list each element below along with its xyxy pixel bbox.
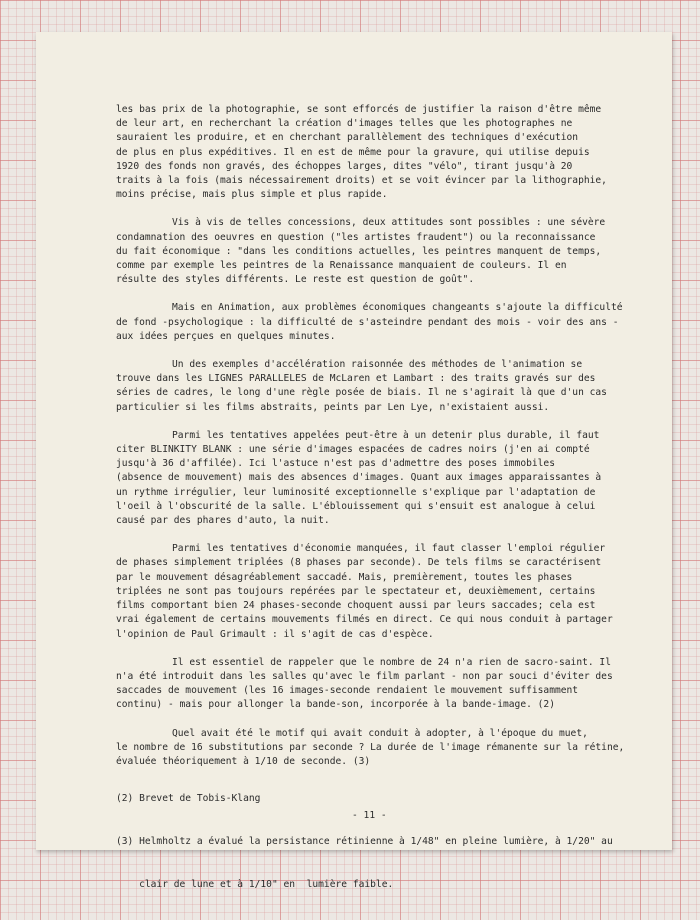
text-line: Parmi les tentatives appelées peut-être à un detenir plus durable, il faut [172,429,600,441]
text-line: saccades de mouvement (les 16 images-seconde rendaient le mouvement suffisamment [116,685,579,697]
text-line: Il est essentiel de rappeler que le nombre de 24 n'a rien de sacro-saint. Il [172,656,611,668]
text-line: 1920 des fonds non gravés, des échoppes larges, dites "vélo", tirant jusqu'à 20 [116,160,573,172]
text-line: le nombre de 16 substitutions par seconde ? La durée de l'image rémanente sur la rétine, [116,741,625,753]
text-line: par le mouvement désagréablement saccadé. Mais, premièrement, toutes les phases [116,571,573,583]
text-line: séries de cadres, le long d'une règle posée de biais. Il ne s'agirait là que d'un cas [116,387,607,399]
paragraph-2 [116,216,650,287]
text-line: citer BLINKITY BLANK : une série d'images espacées de cadres noirs (j'en ai compté [116,444,590,456]
text-line: résulte des styles différents. Le reste est question de goût". [116,274,475,286]
text-line: moins précise, mais plus simple et plus rapide. [116,189,388,201]
text-line: un rythme irrégulier, leur luminosité exceptionnelle s'explique par l'adaptation de [116,486,596,498]
text-line: trouve dans les LIGNES PARALLELES de McLaren et Lambart : des traits gravés sur des [116,373,596,385]
text-line: jusqu'à 36 d'affilée). Ici l'astuce n'est pas d'admettre des poses immobiles [116,458,555,470]
footnote: clair de lune et à 1/10" en lumière faible. [116,878,394,890]
page-number: - 11 - [352,810,387,821]
text-line: triplées ne sont pas toujours repérées par le spectateur et, deuxièmement, certains [116,585,596,597]
text-line: continu) - mais pour allonger la bande-son, incorporée à la bande-image. (2) [116,699,555,711]
text-line: (absence de mouvement) mais des absences d'images. Quant aux images apparaissantes à [116,472,602,484]
text-line: de phases simplement triplées (8 phases par seconde). De tels films se caractérisent [116,557,602,569]
text-line: films comportant bien 24 phases-seconde choquent aussi par leurs saccades; cela est [116,600,596,612]
text-line: de leur art, en recherchant la création d'images telles que les photographes ne [116,118,573,130]
text-line: évaluée théoriquement à 1/10 de seconde. (3) [116,755,371,767]
text-line: du fait économique : "dans les conditions actuelles, les peintres manquent de temps, [116,245,602,257]
paragraph-5 [116,429,650,528]
text-line: comme par exemple les peintres de la Renaissance manquaient de couleurs. Il en [116,260,567,272]
text-line: causé par des phares d'auto, la nuit. [116,515,330,527]
text-line: aux idées perçues en quelques minutes. [116,330,336,342]
footnote: (3) Helmholtz a évalué la persistance rétinienne à 1/48" en pleine lumière, à 1/20" au [116,836,613,848]
text-line: Un des exemples d'accélération raisonnée des méthodes de l'animation se [172,359,583,371]
paragraph-1 [116,103,650,202]
text-line: les bas prix de la photographie, se sont efforcés de justifier la raison d'être même [116,104,602,115]
footnotes [116,764,613,920]
text-line: sauraient les produire, et en cherchant parallèlement des techniques d'exécution [116,132,579,144]
text-line: Mais en Animation, aux problèmes économiques changeants s'ajoute la difficulté [172,302,623,314]
text-line: Vis à vis de telles concessions, deux attitudes sont possibles : une sévère [172,217,606,229]
footnote: (2) Brevet de Tobis-Klang [116,793,261,805]
text-line: particulier si les films abstraits, peints par Len Lye, n'existaient aussi. [116,401,550,413]
text-line: traits à la fois (mais nécessairement droits) et se voit évincer par la lithographie, [116,175,607,187]
paragraph-8 [116,727,650,770]
text-line: n'a été introduit dans les salles qu'avec le film parlant - non par souci d'éviter des [116,670,613,682]
text-line: Quel avait été le motif qui avait conduit à adopter, à l'époque du muet, [172,727,588,739]
text-line: l'opinion de Paul Grimault : il s'agit de cas d'espèce. [116,628,434,640]
text-line: de plus en plus expéditives. Il en est de même pour la gravure, qui utilise depuis [116,146,590,158]
paragraph-4 [116,358,650,415]
paragraph-3 [116,301,650,344]
text-line: Parmi les tentatives d'économie manquées, il faut classer l'emploi régulier [172,543,606,555]
text-line: vrai également de certains mouvements filmés en direct. Ce qui nous conduit à partager [116,614,613,626]
paragraph-6 [116,542,650,641]
text-line: l'oeil à l'obscurité de la salle. L'éblouissement qui s'ensuit est analogue à celui [116,500,596,512]
text-line: condamnation des oeuvres en question ("les artistes fraudent") ou la reconnaissance [116,231,596,243]
text-line: de fond -psychologique : la difficulté de s'asteindre pendant des mois - voir des ans - [116,316,619,328]
paragraph-7 [116,656,650,713]
typewritten-page [36,32,672,890]
